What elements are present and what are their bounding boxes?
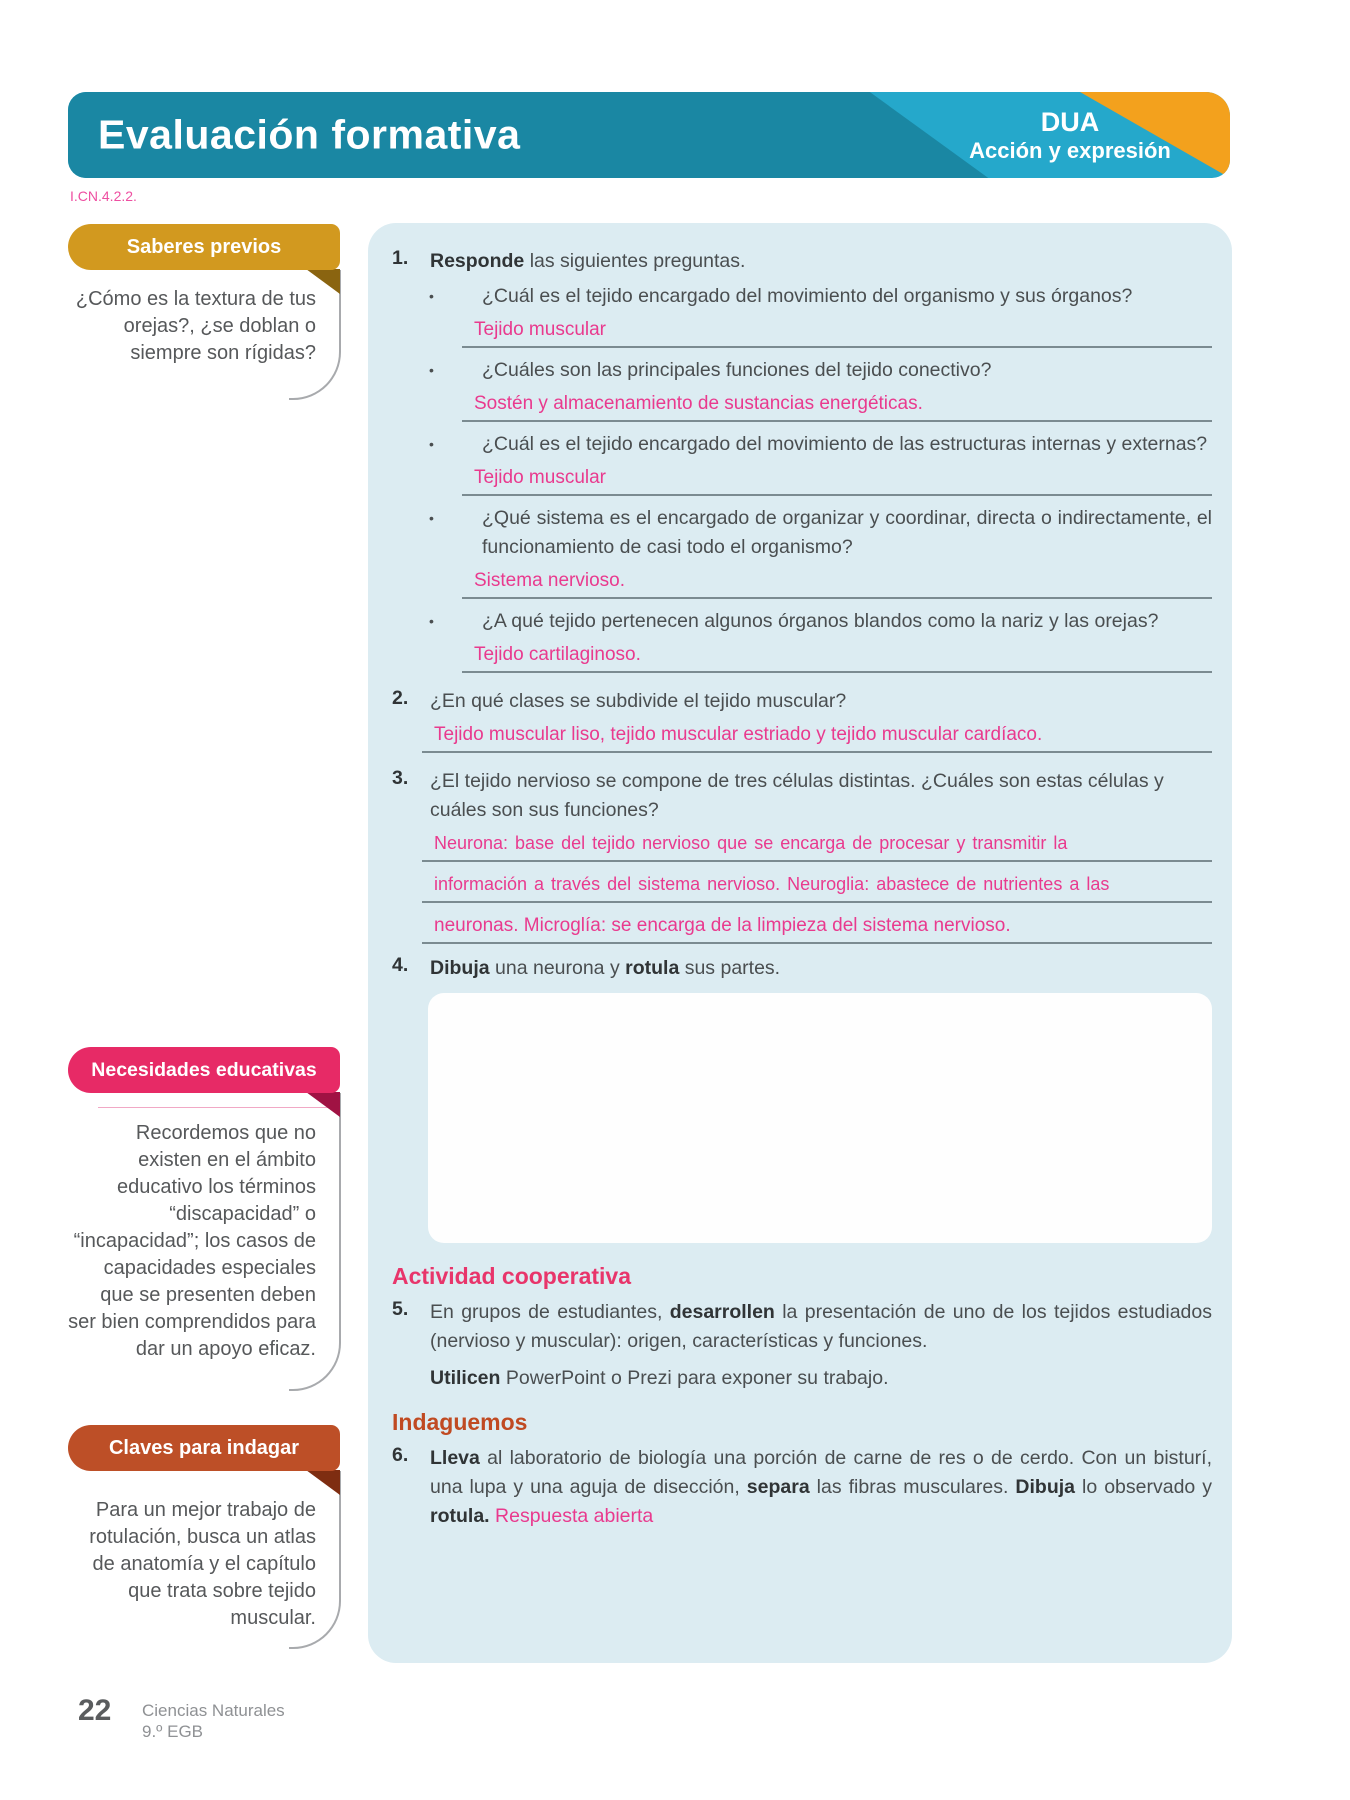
necesidades-badge-label: Necesidades educativas: [91, 1058, 317, 1081]
bullet-dot: •: [429, 362, 434, 378]
answer-text: neuronas. Microglía: se encarga de la limpieza del sistema nervioso.: [434, 915, 1011, 936]
question-number: 3.: [392, 767, 409, 789]
bullet-item: [427, 282, 1212, 311]
sidebar-box-necesidades: [68, 1047, 340, 1363]
question-2: [392, 687, 1212, 716]
answer-line: [422, 829, 1212, 862]
dua-title: DUA: [1040, 107, 1100, 137]
claves-badge: [68, 1425, 340, 1471]
answer-line: [462, 389, 1212, 422]
saberes-text: ¿Cómo es la textura de tus orejas?, ¿se doblan o siempre son rígidas?: [75, 288, 316, 364]
bullet-question: ¿A qué tejido pertenecen algunos órganos blandos como la nariz y las orejas?: [482, 610, 1159, 632]
saberes-badge: [68, 224, 340, 270]
q1-bullet-list: [392, 282, 1212, 673]
book-info: [142, 1700, 285, 1742]
answer-line: [462, 315, 1212, 348]
claves-badge-label: Claves para indagar: [108, 1436, 300, 1459]
dua-block: [905, 107, 1230, 163]
bullet-dot: •: [429, 288, 434, 304]
question-text: En grupos de estudiantes, desarrollen la presentación de uno de los tejidos estudiados (nervioso y muscular): origen, características y funciones.: [430, 1301, 1212, 1352]
question-6: [392, 1444, 1212, 1531]
page-title: Evaluación formativa: [98, 111, 521, 158]
answer-line: [422, 911, 1212, 944]
question-text: Utilicen PowerPoint o Prezi para exponer su trabajo.: [430, 1367, 889, 1389]
question-text: Lleva al laboratorio de biología una porción de carne de res o de cerdo. Con un bisturí, una lupa y una aguja de disección, separa las fibras musculares. Dibuja lo observado y rotula. Respuesta abierta: [430, 1447, 1213, 1527]
question-5-extra: [392, 1364, 1212, 1393]
page-number: 22: [78, 1694, 112, 1727]
question-1: [392, 247, 1212, 276]
bullet-item: [427, 430, 1212, 459]
coop-heading: Actividad cooperativa: [392, 1263, 632, 1289]
bullet-question: ¿Cuál es el tejido encargado del movimiento del organismo y sus órganos?: [482, 285, 1133, 307]
answer-line: [462, 566, 1212, 599]
book-grade: 9.º EGB: [142, 1722, 204, 1741]
bullet-item: [427, 607, 1212, 636]
question-number: 6.: [392, 1444, 409, 1466]
bullet-question: ¿Cuál es el tejido encargado del movimiento de las estructuras internas y externas?: [482, 433, 1208, 455]
drawing-area: [428, 993, 1212, 1243]
q3-answer-lines: [392, 829, 1212, 944]
question-number: 1.: [392, 247, 409, 269]
bracket-line: [289, 1471, 341, 1649]
question-4: [392, 954, 1212, 983]
header-banner: [68, 92, 1230, 178]
question-number: 4.: [392, 954, 409, 976]
answer-text: Tejido muscular: [474, 467, 606, 488]
question-number: 2.: [392, 687, 409, 709]
worksheet-panel: [368, 223, 1232, 1663]
answer-text: Tejido muscular: [474, 319, 606, 340]
answer-text: Sostén y almacenamiento de sustancias energéticas.: [474, 393, 923, 414]
bullet-item: [427, 356, 1212, 385]
bullet-dot: •: [429, 436, 434, 452]
answer-line-q2: [422, 720, 1212, 753]
sidebar-box-saberes: [68, 224, 340, 367]
answer-line: [462, 463, 1212, 496]
indaguemos-heading: Indaguemos: [392, 1409, 528, 1435]
bullet-item: [427, 504, 1212, 562]
question-number-spacer: [392, 1364, 430, 1393]
saberes-badge-label: Saberes previos: [126, 235, 282, 258]
question-5: [392, 1298, 1212, 1356]
answer-text: Neurona: base del tejido nervioso que se encarga de procesar y transmitir la: [434, 833, 1068, 853]
bullet-dot: •: [429, 510, 434, 526]
dua-subtitle: Acción y expresión: [969, 138, 1171, 163]
answer-text: Tejido muscular liso, tejido muscular estriado y tejido muscular cardíaco.: [434, 724, 1043, 745]
bracket-line: [289, 270, 341, 400]
curriculum-code: I.CN.4.2.2.: [70, 188, 137, 204]
sidebar-box-claves: [68, 1425, 340, 1632]
answer-line: [422, 870, 1212, 903]
necesidades-badge: [68, 1047, 340, 1093]
bullet-question: ¿Qué sistema es el encargado de organizar y coordinar, directa o indirectamente, el funcionamiento de casi todo el organismo?: [482, 507, 1212, 558]
bullet-question: ¿Cuáles son las principales funciones del tejido conectivo?: [482, 359, 992, 381]
claves-text: Para un mejor trabajo de rotulación, busca un atlas de anatomía y el capítulo que trata sobre tejido muscular.: [89, 1499, 316, 1629]
answer-text: información a través del sistema nervioso. Neuroglia: abastece de nutrientes a las: [434, 874, 1110, 894]
question-number: 5.: [392, 1298, 409, 1320]
necesidades-text: Recordemos que no existen en el ámbito educativo los términos “discapacidad” o “incapacidad”; los casos de capacidades especiales que se presenten deben ser bien comprendidos para dar un apoyo eficaz.: [68, 1122, 316, 1360]
answer-text: Sistema nervioso.: [474, 570, 626, 591]
bullet-dot: •: [429, 613, 434, 629]
question-text: Responde las siguientes preguntas.: [430, 250, 746, 272]
answer-text: Tejido cartilaginoso.: [474, 644, 641, 665]
question-3: [392, 767, 1212, 825]
question-text: ¿En qué clases se subdivide el tejido muscular?: [430, 690, 847, 712]
question-text: ¿El tejido nervioso se compone de tres células distintas. ¿Cuáles son estas células y cuáles son sus funciones?: [430, 770, 1164, 821]
answer-line: [462, 640, 1212, 673]
book-title: Ciencias Naturales: [142, 1701, 285, 1720]
bracket-line: [289, 1093, 341, 1391]
question-text: Dibuja una neurona y rotula sus partes.: [430, 957, 781, 979]
